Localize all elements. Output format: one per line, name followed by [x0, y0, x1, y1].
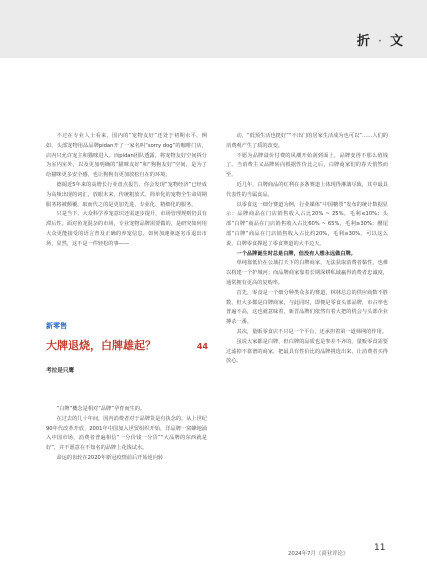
left-paragraph: 德阔近5年来的高增长行业盘点报告，你会发现“宠物经济”已经成为高频出现的词汇，放眼未来，传统粗放式、简单化的宠物全生命周期服务将被颠覆，取而代之的是更加先进、专业化、精细化的服务。	[46, 181, 207, 208]
section-title-char-2: 文	[389, 34, 405, 49]
header-banner	[0, 0, 427, 58]
section-title	[357, 30, 405, 49]
right-paragraph: 单纯靠低价在公域打天下的白牌商家，无法获取消费者黏性，也难以构建一个护城河；而品牌商家靠着长期深耕私域赢得消费者忠诚度，通常拥有更高的复购率。	[226, 260, 388, 286]
right-paragraph: 虽说大家都是白牌，但白牌的品质也是参差不齐的。量贩零食需要过滤掉不靠谱的商家，把最具有性价比的品牌挑选出来，让消费者买得放心。	[226, 338, 388, 365]
article-paragraph: “白牌”概念是相对“品牌”孕育而生的。	[56, 406, 146, 412]
article-header[interactable]	[46, 337, 208, 353]
left-paragraph: 只是当下，大众科学养宠意识还需逐步提升，市场管理规则仍具有滞后性。面对鱼龙混杂的市场，专业宠物品牌需要做的，是研究如何用大众更能接受的语言普及正确的养宠信息，如何加速驱逐劣币退出市场，显然，这不是一件轻松的事——	[46, 211, 207, 247]
left-paragraph: 不过在专业人士看来，国内的“宠物友好”还处于初期水平。例如，头部宠物用品品牌pidan开了一家名叫“sorry dog”的咖啡门店，店内只允许宠主和猫咪进入。而pidan团队透露，将宠物友好空间拆分为室内室外，以及更加明确的“猫咪友好”和“狗狗友好”空间，是为了给猫咪更多安全感，也让狗狗有更加放松自在的环境。	[46, 133, 207, 179]
right-paragraph: 不愿为品牌溢价付费的风潮开始刮到面上，品牌变得不那么值钱了。当消费主义品牌转向根据性价比之后，白牌商家们的春天悄然而至。	[226, 152, 388, 179]
left-column	[46, 132, 207, 250]
article-title[interactable]: 大牌退烧，白牌雄起？	[46, 339, 156, 352]
right-paragraph: 其次，量贩零食店不只是一个平台，还承担着第一道筛网的作用。	[236, 328, 387, 335]
right-paragraph: 近几年，白牌商品的红利在多条赛道上体现得淋漓尽致，其中最具代表性的当属食品。	[226, 181, 388, 198]
right-column	[226, 132, 388, 367]
article-body	[46, 405, 207, 464]
right-paragraph: 以零食这一细分赛道为例，行业媒体“中国糖票”发布的统计数据显示：品牌商品在门店销售收入占比20% ~ 25%，毛利≤10%；头部“白牌”商品在门店销售收入占比60% ~ 65%，毛利≥30%；腰尾部“白牌”商品在门店销售收入占比约20%，毛利≥30%。可以这么说，白牌零食撑起了零食赛道的大半边天。	[226, 201, 388, 247]
right-paragraph: 动，“低预生活也挺好”“不出门的居家生活成为也可以”……人们的消费观产生了质的改变。	[226, 133, 388, 149]
right-subhead: 一个品牌诞生时总是白牌，但没有人想永远做白牌。	[236, 250, 356, 257]
article-paragraph: 命运的齿轮在2020年新冠疫情前后开始逆向转	[56, 454, 164, 461]
article-author: 考拉是只鹰	[46, 368, 74, 374]
section-dot: ·	[377, 34, 384, 49]
article-paragraph: 在过去的几十年间，国内消费者对于品牌货是有执念的。从上世纪90年代改革开放、2001年中国加入世贸组织开始，洋品牌一窝蜂地涌入中国市场，消费者普遍相信“一分价钱一分货”“大品牌的东西就是好”，并不愿意在不知名的品牌上花钱试水。	[46, 415, 207, 452]
article-page-ref[interactable]: 44	[196, 342, 208, 351]
right-paragraph: 首先，零食是一个细分种类众多的赛道，林林总总的供应商数不胜数，但大多都是白牌商家，与此同时，即便是零食头部品牌，市占率也普遍不高，这也就意味着，新晋品牌们依然有着大把的机会与头部企业搏杀一番。	[226, 289, 388, 326]
page-number: 11	[374, 543, 386, 553]
section-title-char-1: 折	[356, 34, 372, 49]
article-tag[interactable]: 新零售	[46, 322, 67, 330]
footer-issue: 2024年7月《商业评论》	[288, 551, 349, 557]
